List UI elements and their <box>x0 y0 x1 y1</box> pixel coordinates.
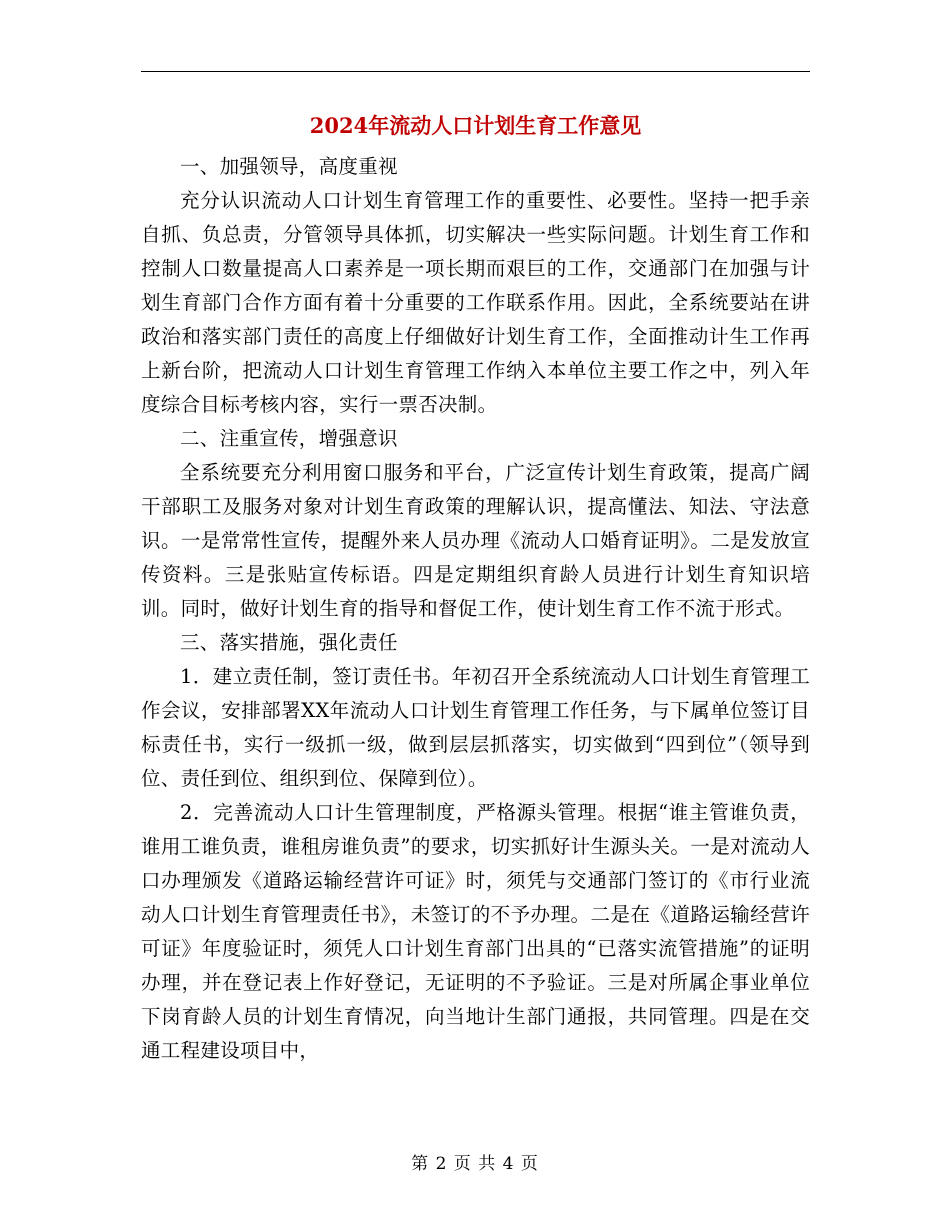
document-body <box>141 150 810 1068</box>
section-heading-1: 一、加强领导，高度重视 <box>180 155 398 178</box>
section-heading-2: 二、注重宣传，增强意识 <box>180 427 398 450</box>
section-1-paragraph-1: 充分认识流动人口计划生育管理工作的重要性、必要性。坚持一把手亲自抓、负总责，分管领导具体抓，切实解决一些实际问题。计划生育工作和控制人口数量提高人口素养是一项长期而艰巨的工作，交通部门在加强与计划生育部门合作方面有着十分重要的工作联系作用。因此，全系统要站在讲政治和落实部门责任的高度上仔细做好计划生育工作，全面推动计生工作再上新台阶，把流动人口计划生育管理工作纳入本单位主要工作之中，列入年度综合目标考核内容，实行一票否决制。 <box>141 189 810 416</box>
section-3-paragraph-2: 2．完善流动人口计生管理制度，严格源头管理。根据“谁主管谁负责，谁用工谁负责，谁租房谁负责”的要求，切实抓好计生源头关。一是对流动人口办理颁发《道路运输经营许可证》时，须凭与交通部门签订的《市行业流动人口计划生育管理责任书》，未签订的不予办理。二是在《道路运输经营许可证》年度验证时，须凭人口计划生育部门出具的“已落实流管措施”的证明办理，并在登记表上作好登记，无证明的不予验证。三是对所属企事业单位下岗育龄人员的计划生育情况，向当地计生部门通报，共同管理。四是在交通工程建设项目中， <box>141 801 810 1062</box>
document-title: 2024年流动人口计划生育工作意见 <box>309 113 642 138</box>
section-3-paragraph-1: 1．建立责任制，签订责任书。年初召开全系统流动人口计划生育管理工作会议，安排部署XX年流动人口计划生育管理工作任务，与下属单位签订目标责任书，实行一级抓一级，做到层层抓落实，切实做到“四到位”（领导到位、责任到位、组织到位、保障到位）。 <box>141 665 810 790</box>
page-number-footer: 第 2 页 共 4 页 <box>411 1154 539 1174</box>
section-heading-3: 三、落实措施，强化责任 <box>180 631 398 654</box>
header-rule <box>141 71 810 72</box>
section-2-paragraph-1: 全系统要充分利用窗口服务和平台，广泛宣传计划生育政策，提高广阔干部职工及服务对象对计划生育政策的理解认识，提高懂法、知法、守法意识。一是常常性宣传，提醒外来人员办理《流动人口婚育证明》。二是发放宣传资料。三是张贴宣传标语。四是定期组织育龄人员进行计划生育知识培训。同时，做好计划生育的指导和督促工作，使计划生育工作不流于形式。 <box>141 461 810 620</box>
